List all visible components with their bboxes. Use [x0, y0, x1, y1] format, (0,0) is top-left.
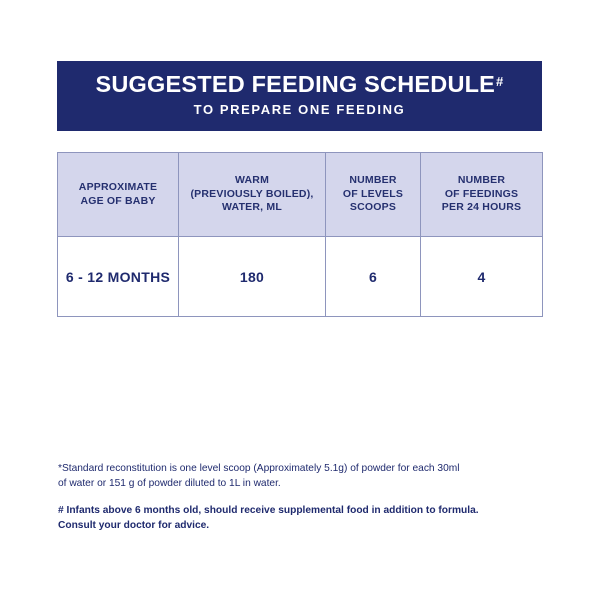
header-age-label: APPROXIMATE AGE OF BABY [78, 181, 158, 207]
cell-feedings: 4 [421, 237, 543, 317]
banner-title-mark: # [496, 74, 504, 89]
banner-title [57, 70, 542, 98]
banner-title-text: SUGGESTED FEEDING SCHEDULE [95, 71, 496, 97]
footnotes [58, 462, 558, 533]
cell-age: 6 - 12 MONTHS [58, 237, 179, 317]
schedule-banner [57, 61, 542, 131]
cell-scoops: 6 [326, 237, 421, 317]
header-feedings-label: NUMBER OF FEEDINGS PER 24 HOURS [441, 174, 522, 214]
header-scoops [326, 153, 421, 237]
header-age [58, 153, 179, 237]
header-feedings [421, 153, 543, 237]
table-row [58, 237, 543, 317]
cell-water: 180 [179, 237, 326, 317]
footnote-supplemental: # Infants above 6 months old, should receive supplemental food in addition to formula. Consult your doctor for advice. [58, 505, 479, 531]
footnote-standard: *Standard reconstitution is one level scoop (Approximately 5.1g) of powder for each 30ml of water or 151 g of powder diluted to 1L in water. [58, 463, 460, 489]
feeding-schedule-table [57, 152, 543, 317]
table-header-row [58, 153, 543, 237]
header-water-label: WARM (PREVIOUSLY BOILED), WATER, ML [190, 174, 314, 214]
banner-subtitle: TO PREPARE ONE FEEDING [193, 102, 406, 117]
header-water [179, 153, 326, 237]
header-scoops-label: NUMBER OF LEVELS SCOOPS [342, 174, 404, 214]
